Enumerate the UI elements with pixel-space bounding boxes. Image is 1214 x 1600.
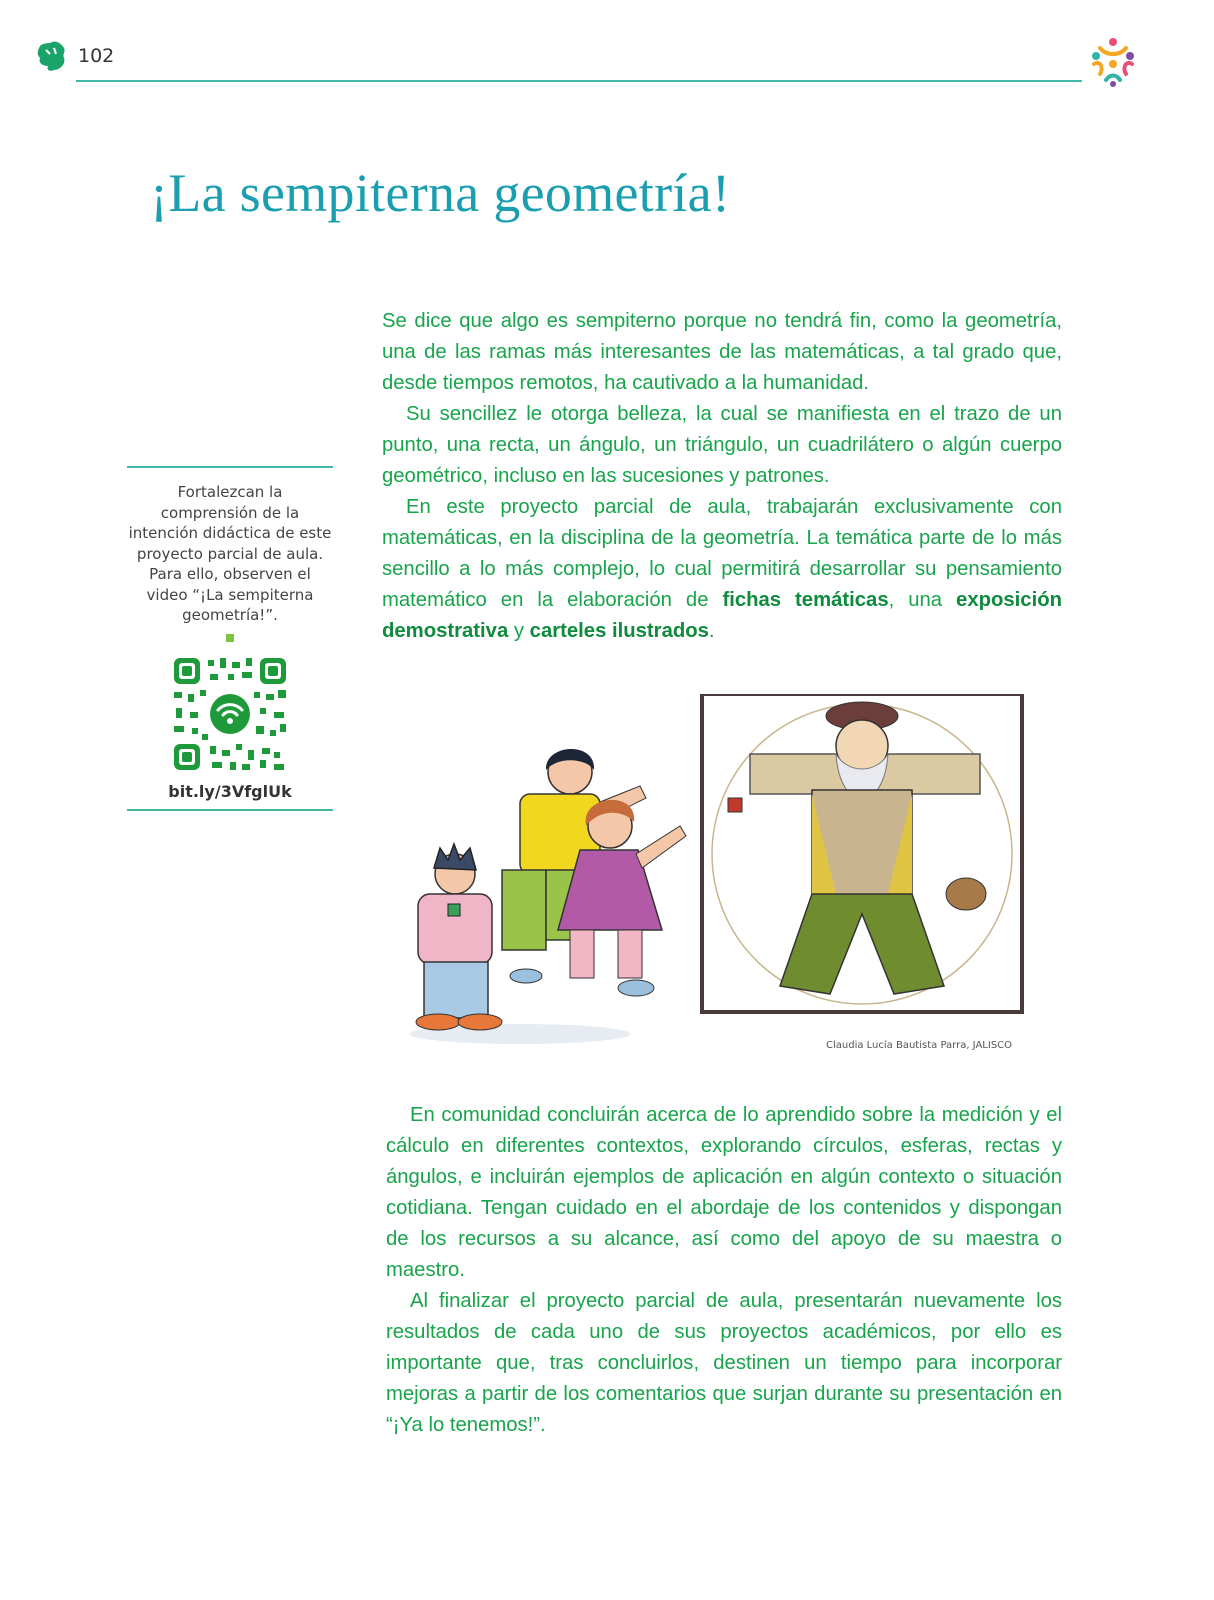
outro-paragraph-2: Al finalizar el proyecto parcial de aula, presentarán nuevamente los resultados de cada uno de sus proyectos académicos, por ello es importante que, tras concluirlos, destinen un tiempo para incorporar mejoras a partir de los comentarios que surjan durante su presentación en “¡Ya lo tenemos!”. <box>386 1290 1062 1436</box>
intro-p3-joiner-2: y <box>508 620 530 642</box>
sidebar-top-rule <box>127 466 333 468</box>
term-carteles-ilustrados: carteles ilustrados <box>529 620 709 642</box>
outro-paragraph-1: En comunidad concluirán acerca de lo aprendido sobre la medición y el cálculo en diferentes contextos, explorando círculos, esferas, rectas y ángulos, e incluirán ejemplos de aplicación en algún contexto o situación cotidiana. Tengan cuidado en el abordaje de los contenidos y dispongan de los recursos a su alcance, así como del apoyo de su maestra o maestro. <box>386 1104 1062 1281</box>
sidebar-text: Fortalezcan la comprensión de la intención didáctica de este proyecto parcial de aula. Para ello, observen el video “¡La sempiterna geometría!”. <box>128 483 332 624</box>
illustration-credit: Claudia Lucía Bautista Parra, JALISCO <box>826 1040 1013 1051</box>
outro-text <box>386 1100 1062 1441</box>
sidebar-dot <box>226 634 234 642</box>
intro-paragraph-2: Su sencillez le otorga belleza, la cual se manifiesta en el trazo de un punto, una recta, un ángulo, un triángulo, un cuadrilátero o algún cuerpo geométrico, incluso en las sucesiones y patrones. <box>382 403 1062 487</box>
vitruvian-sage-figure <box>702 694 1022 1012</box>
video-link[interactable]: bit.ly/3VfglUk <box>168 781 292 801</box>
boy-figure <box>416 844 502 1030</box>
illustration-children-and-vitruvian-sage <box>410 694 1070 1054</box>
green-shape-icon <box>36 40 68 74</box>
intro-p3-text: En este proyecto parcial de aula, trabajarán exclusivamente con matemáticas, en la disciplina de la geometría. La temática parte de lo más sencillo a lo más complejo, lo cual permitirá desarrollar su pensamiento matemático en la elaboración de <box>382 496 1062 611</box>
header-rule <box>76 80 1082 82</box>
qr-code-icon[interactable] <box>170 654 290 774</box>
intro-paragraph-1: Se dice que algo es sempiterno porque no tendrá fin, como la geometría, una de las ramas más interesantes de las matemáticas, a tal grado que, desde tiempos remotos, ha cautivado a la humanidad. <box>382 310 1062 394</box>
intro-text <box>382 306 1062 647</box>
page-number: 102 <box>78 45 115 67</box>
intro-p3-joiner-1: , una <box>888 589 957 611</box>
community-figures-logo <box>1086 34 1140 88</box>
intro-p3-end: . <box>708 620 715 642</box>
intro-paragraph-3 <box>382 492 1062 647</box>
sidebar-video-box <box>127 466 333 811</box>
page-title: ¡La sempiterna geometría! <box>150 163 731 223</box>
term-exposicion-demostrativa: exposición demostrativa <box>382 589 1062 642</box>
term-fichas-tematicas: fichas temáticas <box>722 589 889 611</box>
sidebar-bottom-rule <box>127 809 333 811</box>
